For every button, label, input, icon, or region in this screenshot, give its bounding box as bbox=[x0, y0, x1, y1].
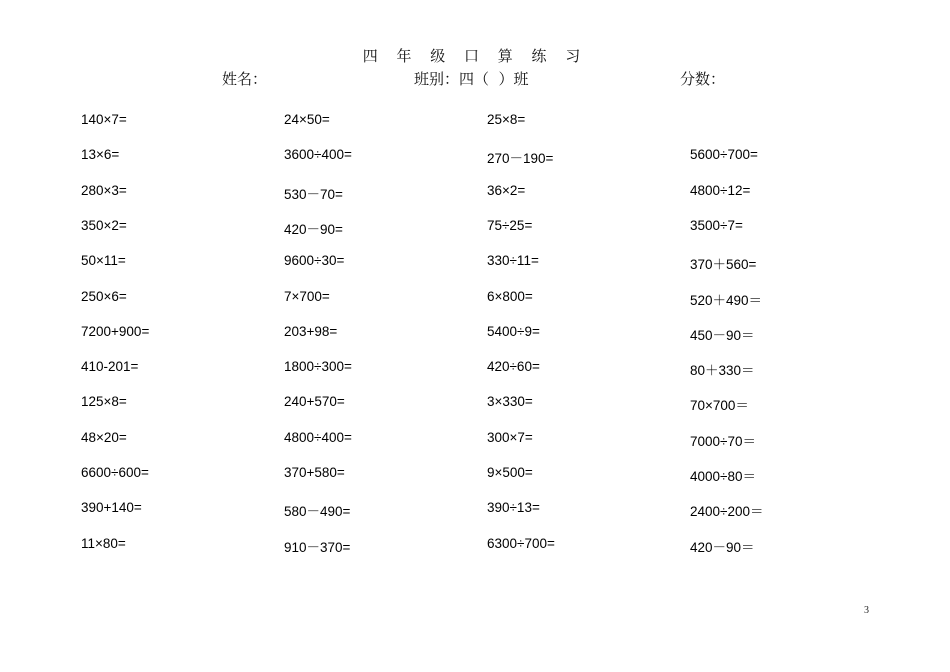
arithmetic-problem: 370＋560= bbox=[690, 257, 757, 273]
arithmetic-problem: 11×80= bbox=[81, 535, 126, 551]
arithmetic-problem: 280×3= bbox=[81, 182, 127, 198]
arithmetic-problem: 4800÷12= bbox=[690, 182, 751, 198]
arithmetic-problem: 520＋490＝ bbox=[690, 292, 763, 308]
arithmetic-problem: 9600÷30= bbox=[284, 253, 345, 269]
arithmetic-problem: 270－190= bbox=[487, 151, 554, 167]
arithmetic-problem: 2400÷200＝ bbox=[690, 504, 764, 520]
arithmetic-problem: 48×20= bbox=[81, 429, 127, 445]
arithmetic-problem: 125×8= bbox=[81, 394, 127, 410]
arithmetic-problem: 580－490= bbox=[284, 504, 351, 520]
arithmetic-problem: 13×6= bbox=[81, 147, 120, 163]
arithmetic-problem: 3600÷400= bbox=[284, 147, 352, 163]
arithmetic-problem: 70×700＝ bbox=[690, 398, 749, 414]
arithmetic-problem: 3500÷7= bbox=[690, 217, 743, 233]
arithmetic-problem: 240+570= bbox=[284, 394, 345, 410]
arithmetic-problem: 250×6= bbox=[81, 288, 127, 304]
arithmetic-problem: 3×330= bbox=[487, 394, 533, 410]
arithmetic-problem: 530－70= bbox=[284, 186, 343, 202]
name-label: 姓名： bbox=[222, 70, 268, 88]
arithmetic-problem: 5600÷700= bbox=[690, 147, 758, 163]
arithmetic-problem: 24×50= bbox=[284, 112, 330, 127]
arithmetic-problem: 50×11= bbox=[81, 253, 126, 269]
class-label: 班别：四（ ）班 bbox=[414, 70, 529, 88]
arithmetic-problem: 390÷13= bbox=[487, 500, 540, 516]
arithmetic-problem: 450－90＝ bbox=[690, 327, 755, 343]
arithmetic-problem: 390+140= bbox=[81, 500, 142, 516]
arithmetic-problem: 350×2= bbox=[81, 217, 127, 233]
arithmetic-problem: 1800÷300= bbox=[284, 359, 352, 375]
arithmetic-problem: 420÷60= bbox=[487, 359, 540, 375]
arithmetic-problem: 6600÷600= bbox=[81, 465, 149, 480]
score-label: 分数： bbox=[680, 70, 726, 88]
arithmetic-problem: 420－90＝ bbox=[690, 539, 755, 555]
arithmetic-problem: 410-201= bbox=[81, 359, 139, 375]
arithmetic-problem: 203+98= bbox=[284, 323, 338, 339]
arithmetic-problem: 6300÷700= bbox=[487, 535, 555, 551]
worksheet-title: 四 年 级 口 算 练 习 bbox=[362, 47, 588, 65]
arithmetic-problem: 36×2= bbox=[487, 182, 526, 198]
arithmetic-problem: 910－370= bbox=[284, 539, 351, 555]
arithmetic-problem: 80＋330＝ bbox=[690, 363, 755, 379]
arithmetic-problem: 300×7= bbox=[487, 429, 533, 445]
arithmetic-problem: 5400÷9= bbox=[487, 323, 540, 339]
arithmetic-problem: 4800÷400= bbox=[284, 429, 352, 445]
arithmetic-problem: 7200+900= bbox=[81, 323, 150, 339]
arithmetic-problem: 25×8= bbox=[487, 112, 526, 127]
arithmetic-problem: 4000÷80＝ bbox=[690, 469, 756, 484]
arithmetic-problem: 420－90= bbox=[284, 221, 343, 237]
arithmetic-problem: 330÷11= bbox=[487, 253, 539, 269]
arithmetic-problem: 75÷25= bbox=[487, 217, 533, 233]
arithmetic-problem: 7×700= bbox=[284, 288, 330, 304]
arithmetic-problem: 6×800= bbox=[487, 288, 533, 304]
arithmetic-problem: 7000÷70＝ bbox=[690, 433, 756, 449]
page-number: 3 bbox=[864, 605, 869, 616]
arithmetic-problem: 140×7= bbox=[81, 112, 127, 127]
arithmetic-problem: 9×500= bbox=[487, 465, 533, 480]
arithmetic-problem: 370+580= bbox=[284, 465, 345, 480]
